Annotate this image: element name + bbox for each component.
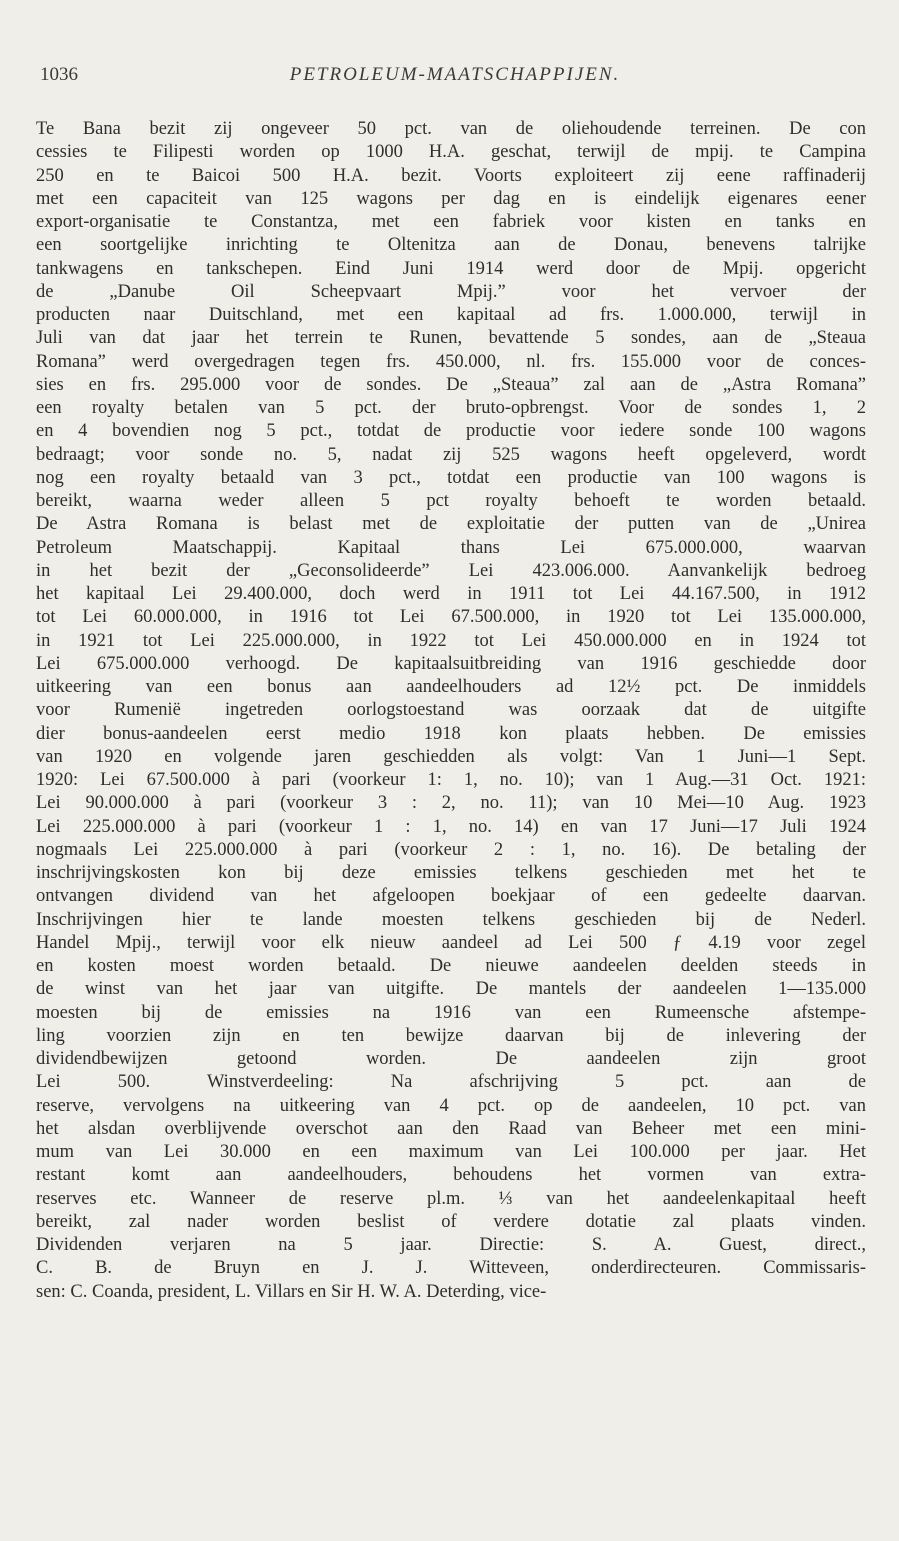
text-line: reserve, vervolgens na uitkeering van 4 pct. op de aandeelen, 10 pct. van: [36, 1095, 866, 1116]
text-line: Lei 675.000.000 verhoogd. De kapitaalsuitbreiding van 1916 geschiedde door: [36, 653, 866, 674]
text-line: en 4 bovendien nog 5 pct., totdat de productie voor iedere sonde 100 wagons: [36, 421, 866, 442]
text-line: in het bezit der „Geconsolideerde” Lei 423.006.000. Aanvankelijk bedroeg: [36, 560, 866, 581]
text-line: De Astra Romana is belast met de exploitatie der putten van de „Unirea: [36, 514, 866, 535]
text-line: en kosten moest worden betaald. De nieuwe aandeelen deelden steeds in: [36, 956, 866, 976]
text-line: Lei 90.000.000 à pari (voorkeur 3 : 2, no. 11); van 10 Mei—10 Aug. 1923: [36, 793, 866, 814]
text-line: producten naar Duitschland, met een kapitaal ad frs. 1.000.000, terwijl in: [36, 305, 866, 325]
text-line: bedraagt; voor sonde no. 5, nadat zij 525 wagons heeft opgeleverd, wordt: [36, 444, 866, 465]
page-header: [40, 64, 870, 92]
text-line: 1920: Lei 67.500.000 à pari (voorkeur 1: 1, no. 10); van 1 Aug.—31 Oct. 1921:: [36, 770, 866, 790]
text-line: het alsdan overblijvende overschot aan den Raad van Beheer met een mini-: [36, 1118, 866, 1139]
text-line: sies en frs. 295.000 voor de sondes. De „Steaua” zal aan de „Astra Romana”: [36, 374, 866, 395]
text-line: het kapitaal Lei 29.400.000, doch werd in 1911 tot Lei 44.167.500, in 1912: [36, 584, 866, 604]
text-line: nog een royalty betaald van 3 pct., totdat een productie van 100 wagons is: [36, 467, 866, 488]
text-line: tankwagens en tankschepen. Eind Juni 1914 werd door de Mpij. opgericht: [36, 258, 866, 279]
text-line: Handel Mpij., terwijl voor elk nieuw aandeel ad Lei 500 ƒ 4.19 voor zegel: [36, 932, 866, 953]
page-number: 1036: [40, 64, 78, 85]
text-line: C. B. de Bruyn en J. J. Witteveen, onderdirecteuren. Commissaris-: [36, 1258, 866, 1279]
text-line: dividendbewijzen getoond worden. De aandeelen zijn groot: [36, 1049, 866, 1069]
text-line: nogmaals Lei 225.000.000 à pari (voorkeur 2 : 1, no. 16). De betaling der: [36, 839, 866, 860]
text-line: uitkeering van een bonus aan aandeelhouders ad 12½ pct. De inmiddels: [36, 677, 866, 697]
text-line: tot Lei 60.000.000, in 1916 tot Lei 67.500.000, in 1920 tot Lei 135.000.000,: [36, 607, 866, 628]
text-line: cessies te Filipesti worden op 1000 H.A. geschat, terwijl de mpij. te Campina: [36, 142, 866, 163]
text-line: Lei 225.000.000 à pari (voorkeur 1 : 1, no. 14) en van 17 Juni—17 Juli 1924: [36, 816, 866, 837]
text-line: ontvangen dividend van het afgeloopen boekjaar of een gedeelte daarvan.: [36, 886, 866, 907]
text-line: een royalty betalen van 5 pct. der bruto-opbrengst. Voor de sondes 1, 2: [36, 398, 866, 418]
body-text: [36, 118, 866, 1304]
text-line: 250 en te Baicoi 500 H.A. bezit. Voorts exploiteert zij eene raffinaderij: [36, 165, 866, 186]
text-line: met een capaciteit van 125 wagons per dag en is eindelijk eigenares eener: [36, 188, 866, 209]
text-line: Romana” werd overgedragen tegen frs. 450.000, nl. frs. 155.000 voor de conces-: [36, 351, 866, 372]
text-line: Juli van dat jaar het terrein te Runen, bevattende 5 sondes, aan de „Steaua: [36, 328, 866, 349]
text-line: Dividenden verjaren na 5 jaar. Directie: S. A. Guest, direct.,: [36, 1235, 866, 1255]
text-line: reserves etc. Wanneer de reserve pl.m. ⅓ van het aandeelenkapitaal heeft: [36, 1188, 866, 1209]
text-line: Te Bana bezit zij ongeveer 50 pct. van de oliehoudende terreinen. De con: [36, 119, 866, 139]
text-line: een soortgelijke inrichting te Oltenitza aan de Donau, benevens talrijke: [36, 235, 866, 256]
text-line: de „Danube Oil Scheepvaart Mpij.” voor het vervoer der: [36, 281, 866, 302]
text-line: voor Rumenië ingetreden oorlogstoestand was oorzaak dat de uitgifte: [36, 700, 866, 721]
text-line: mum van Lei 30.000 en een maximum van Lei 100.000 per jaar. Het: [36, 1142, 866, 1162]
text-line: in 1921 tot Lei 225.000.000, in 1922 tot Lei 450.000.000 en in 1924 tot: [36, 630, 866, 651]
text-line: Inschrijvingen hier te lande moesten telkens geschieden bij de Nederl.: [36, 909, 866, 930]
text-line: ling voorzien zijn en ten bewijze daarvan bij de inlevering der: [36, 1025, 866, 1046]
text-line: export-organisatie te Constantza, met een fabriek voor kisten en tanks en: [36, 212, 866, 232]
text-line: inschrijvingskosten kon bij deze emissies telkens geschieden met het te: [36, 863, 866, 883]
text-line: dier bonus-aandeelen eerst medio 1918 kon plaats hebben. De emissies: [36, 723, 866, 744]
text-line: de winst van het jaar van uitgifte. De mantels der aandeelen 1—135.000: [36, 979, 866, 1000]
text-line: Lei 500. Winstverdeeling: Na afschrijving 5 pct. aan de: [36, 1072, 866, 1093]
text-line: van 1920 en volgende jaren geschiedden als volgt: Van 1 Juni—1 Sept.: [36, 746, 866, 767]
text-line: Petroleum Maatschappij. Kapitaal thans Lei 675.000.000, waarvan: [36, 537, 866, 558]
text-line: bereikt, zal nader worden beslist of verdere dotatie zal plaats vinden.: [36, 1211, 866, 1232]
running-title: PETROLEUM-MAATSCHAPPIJEN.: [289, 64, 621, 85]
text-line: bereikt, waarna weder alleen 5 pct royalty behoeft te worden betaald.: [36, 491, 866, 511]
text-line: restant komt aan aandeelhouders, behoudens het vormen van extra-: [36, 1165, 866, 1186]
text-line: moesten bij de emissies na 1916 van een Rumeensche afstempe-: [36, 1002, 866, 1023]
text-line: sen: C. Coanda, president, L. Villars en Sir H. W. A. Deterding, vice-: [36, 1281, 547, 1302]
